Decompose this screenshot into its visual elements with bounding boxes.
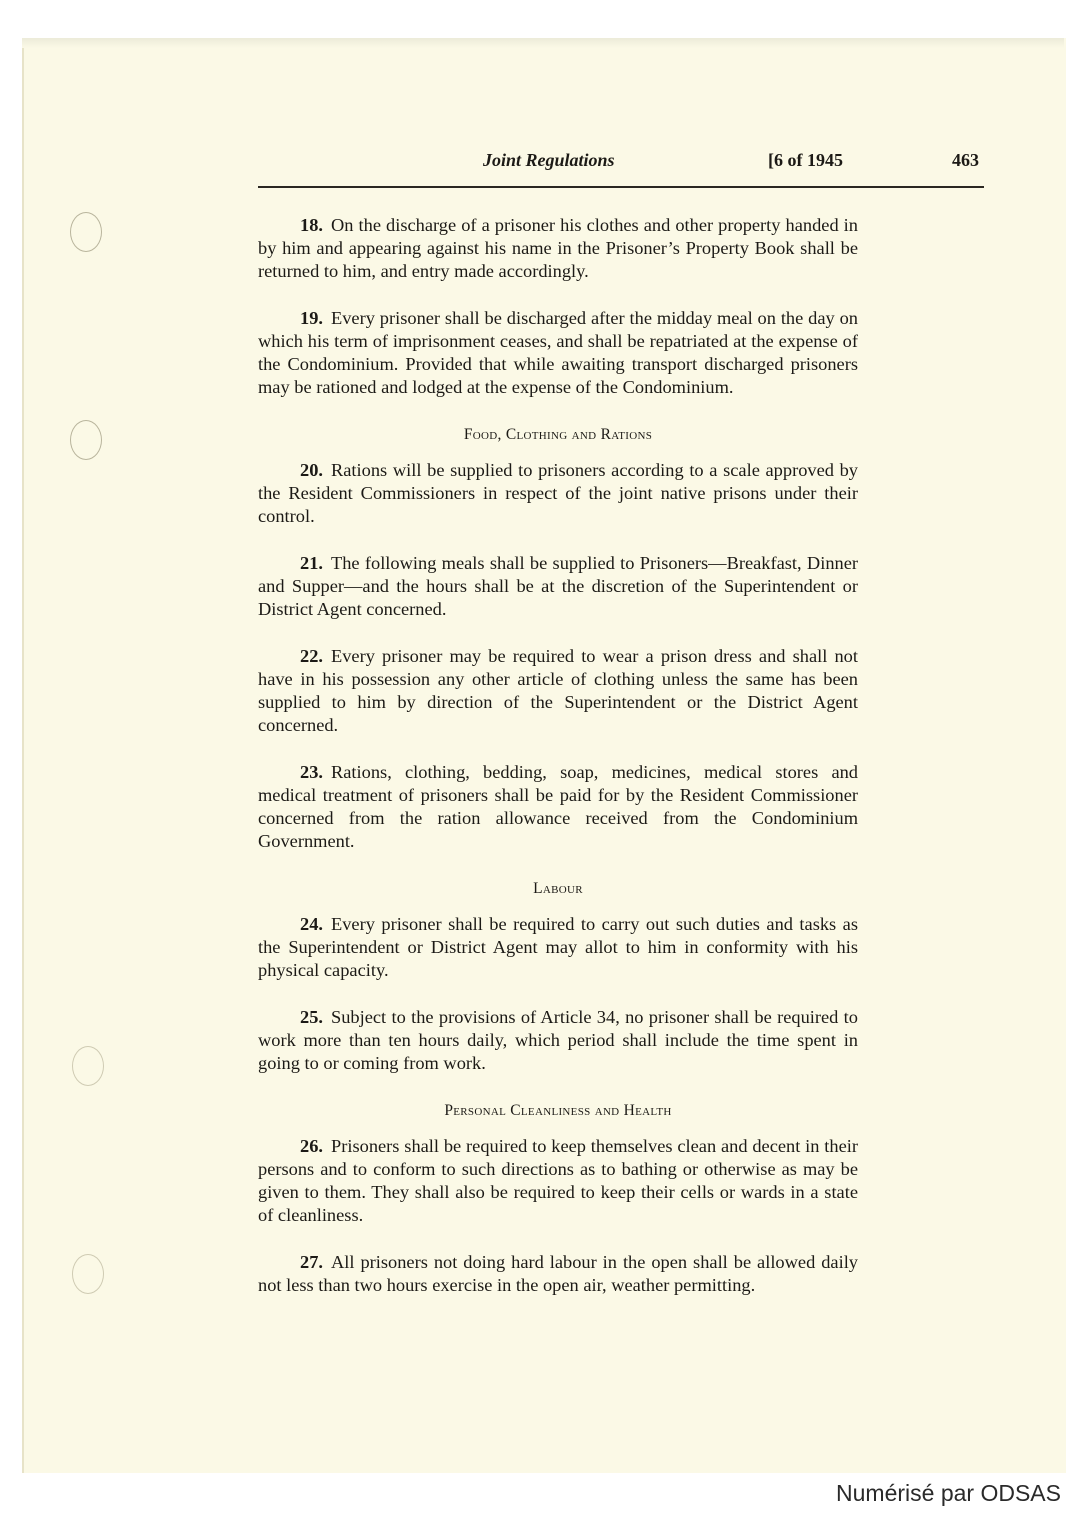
regulation-text: Every prisoner shall be discharged after the midday meal on the day on which his term of imprisonment ceases, and shall be repatriated at the expense of the Condominium. Provided that while awaiting transport discharged prisoners may be rationed and lodged at the expense of the Condominium. (258, 308, 858, 397)
section-heading: Personal Cleanliness and Health (444, 1102, 672, 1119)
regulation-text: The following meals shall be supplied to Prisoners—Breakfast, Dinner and Supper—and the hours shall be at the discretion of the Superintendent or District Agent concerned. (258, 553, 858, 619)
punch-hole (72, 1046, 104, 1086)
regulation-paragraph (258, 761, 858, 853)
regulation-text: Rations will be supplied to prisoners according to a scale approved by the Resident Commissioners in respect of the joint native prisons under their control. (258, 460, 858, 526)
regulation-paragraph (258, 307, 858, 399)
regulation-text: Rations, clothing, bedding, soap, medicines, medical stores and medical treatment of prisoners shall be paid for by the Resident Commissioner concerned from the ration allowance received from the Condominium Government. (258, 762, 858, 851)
regulation-text: All prisoners not doing hard labour in the open shall be allowed daily not less than two hours exercise in the open air, weather permitting. (258, 1252, 858, 1295)
regulation-paragraph (258, 913, 858, 982)
regulation-number: 22. (300, 646, 323, 666)
regulation-text: On the discharge of a prisoner his clothes and other property handed in by him and appearing against his name in the Prisoner’s Property Book shall be returned to him, and entry made accordingly. (258, 215, 858, 281)
header-act-reference: [6 of 1945 (768, 150, 843, 170)
page-top-shadow (22, 38, 1064, 48)
regulation-text: Every prisoner may be required to wear a prison dress and shall not have in his possession any other article of clothing unless the same has been supplied to him by direction of the Superintendent or the District Agent concerned. (258, 646, 858, 735)
regulation-paragraph (258, 552, 858, 621)
regulation-number: 21. (300, 553, 323, 573)
regulation-text: Subject to the provisions of Article 34, no prisoner shall be required to work more than ten hours daily, which period shall include the time spent in going to or coming from work. (258, 1007, 858, 1073)
regulation-paragraph (258, 1251, 858, 1297)
regulation-number: 24. (300, 914, 323, 934)
regulation-number: 26. (300, 1136, 323, 1156)
regulation-number: 20. (300, 460, 323, 480)
section-heading: Labour (533, 880, 583, 897)
header-rule (258, 186, 984, 188)
regulation-paragraph (258, 645, 858, 737)
header-title: Joint Regulations (483, 150, 615, 170)
document-body (258, 214, 858, 1321)
regulation-number: 23. (300, 762, 323, 782)
punch-hole (70, 420, 102, 460)
regulation-text: Prisoners shall be required to keep themselves clean and decent in their persons and to conform to such directions as to bathing or otherwise as may be given to them. They shall also be required to keep their cells or wards in a state of cleanliness. (258, 1136, 858, 1225)
regulation-paragraph (258, 214, 858, 283)
regulation-number: 18. (300, 215, 323, 235)
watermark: Numérisé par ODSAS (836, 1480, 1061, 1506)
regulation-paragraph (258, 459, 858, 528)
regulation-paragraph (258, 1135, 858, 1227)
punch-hole (70, 212, 102, 252)
regulation-paragraph (258, 1006, 858, 1075)
regulation-number: 25. (300, 1007, 323, 1027)
page-number: 463 (952, 150, 979, 170)
punch-hole (72, 1254, 104, 1294)
section-heading: Food, Clothing and Rations (463, 426, 653, 443)
regulation-number: 27. (300, 1252, 323, 1272)
running-header (258, 148, 986, 178)
regulation-number: 19. (300, 308, 323, 328)
regulation-text: Every prisoner shall be required to carry out such duties and tasks as the Superintendent or District Agent may allot to him in conformity with his physical capacity. (258, 914, 858, 980)
